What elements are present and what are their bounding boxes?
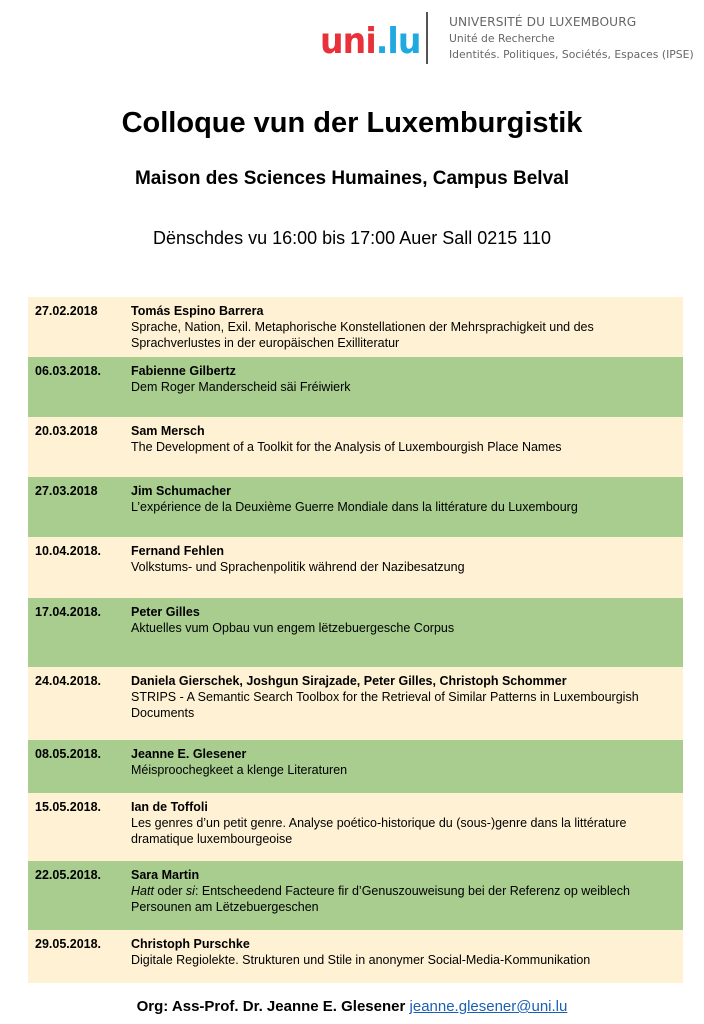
session-speaker: Tomás Espino Barrera <box>131 304 264 318</box>
university-logo <box>318 10 698 70</box>
italic-hatt: Hatt <box>131 884 154 898</box>
session-date: 27.03.2018 <box>35 484 98 498</box>
session-row <box>28 357 683 417</box>
session-row <box>28 598 683 667</box>
session-title: Les genres d’un petit genre. Analyse poético-historique du (sous-)genre dans la littérature dramatique luxembourgeoise <box>131 816 627 846</box>
session-speaker: Jeanne E. Glesener <box>131 747 247 761</box>
session-date: 08.05.2018. <box>35 747 102 761</box>
program-table <box>28 297 683 983</box>
logo-text <box>449 14 694 63</box>
session-speaker: Jim Schumacher <box>131 484 232 498</box>
uni-lu-logo-mark <box>320 22 421 62</box>
session-date: 27.02.2018 <box>35 304 98 318</box>
session-speaker: Fabienne Gilbertz <box>131 364 236 378</box>
schedule-info: Dënschdes vu 16:00 bis 17:00 Auer Sall 0215 110 <box>153 228 551 248</box>
session-date: 20.03.2018 <box>35 424 98 438</box>
session-date: 29.05.2018. <box>35 937 102 951</box>
organizer-footer <box>0 997 704 1017</box>
research-unit-name: Identités. Politiques, Sociétés, Espaces (IPSE) <box>449 48 694 61</box>
session-title: Volkstums- und Sprachenpolitik während der Nazibesatzung <box>131 560 465 574</box>
session-row <box>28 537 683 598</box>
research-unit-label: Unité de Recherche <box>449 32 555 45</box>
venue: Maison des Sciences Humaines, Campus Belval <box>134 168 569 189</box>
organizer-label: Org: Ass-Prof. Dr. Jeanne E. Glesener <box>136 998 406 1015</box>
session-title: Sprache, Nation, Exil. Metaphorische Konstellationen der Mehrsprachigkeit und des Sprachverlustes in der europäischen Exilliteratur <box>131 320 594 350</box>
session-speaker: Fernand Fehlen <box>131 544 225 558</box>
talk-rest: : Entscheedend Facteure fir d’Genuszouweisung bei der Referenz op weiblech Persounen am Lëtzebuergeschen <box>131 884 630 914</box>
session-speaker: Peter Gilles <box>131 605 200 619</box>
session-speaker: Sara Martin <box>131 868 200 882</box>
session-row <box>28 930 683 983</box>
session-date: 17.04.2018. <box>35 605 102 619</box>
session-title: Méisproochegkeet a klenge Literaturen <box>131 763 348 777</box>
session-row <box>28 297 683 357</box>
talk-connector: oder <box>153 884 186 898</box>
organizer-email-link[interactable]: jeanne.glesener@uni.lu <box>409 998 568 1015</box>
session-date: 22.05.2018. <box>35 868 102 882</box>
session-date: 15.05.2018. <box>35 800 102 814</box>
session-row <box>28 793 683 861</box>
session-title: The Development of a Toolkit for the Analysis of Luxembourgish Place Names <box>131 440 562 454</box>
session-date: 24.04.2018. <box>35 674 102 688</box>
session-row <box>28 417 683 477</box>
session-speaker: Sam Mersch <box>131 424 205 438</box>
logo-lu: .lu <box>375 21 421 62</box>
session-title: STRIPS - A Semantic Search Toolbox for the Retrieval of Similar Patterns in Luxembourgish Documents <box>131 690 639 720</box>
university-name: UNIVERSITÉ DU LUXEMBOURG <box>449 15 637 29</box>
page-title: Colloque vun der Luxemburgistik <box>121 107 583 139</box>
session-title: Aktuelles vum Opbau vun engem lëtzebuergesche Corpus <box>131 621 455 635</box>
logo-divider <box>426 12 428 64</box>
session-speaker: Ian de Toffoli <box>131 800 208 814</box>
session-row <box>28 667 683 740</box>
session-title: Digitale Regiolekte. Strukturen und Stile in anonymer Social-Media-Kommunikation <box>131 953 591 967</box>
session-title <box>131 883 676 915</box>
session-speaker: Christoph Purschke <box>131 937 250 951</box>
session-row <box>28 477 683 537</box>
session-speaker: Daniela Gierschek, Joshgun Sirajzade, Peter Gilles, Christoph Schommer <box>131 674 567 688</box>
session-date: 10.04.2018. <box>35 544 102 558</box>
session-title: L’expérience de la Deuxième Guerre Mondiale dans la littérature du Luxembourg <box>131 500 578 514</box>
logo-uni: uni <box>320 21 376 62</box>
session-row <box>28 740 683 793</box>
italic-si: si <box>185 884 195 898</box>
session-row <box>28 861 683 930</box>
session-date: 06.03.2018. <box>35 364 102 378</box>
session-title: Dem Roger Manderscheid säi Fréiwierk <box>131 380 351 394</box>
